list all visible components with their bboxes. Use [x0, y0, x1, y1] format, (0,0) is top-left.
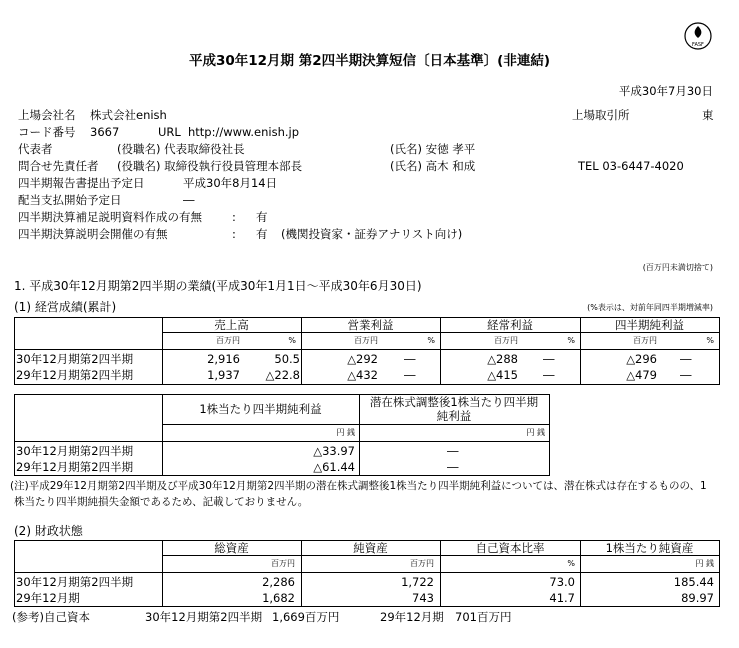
total-assets-value: 2,286 — [262, 575, 295, 589]
report-submission-label: 四半期報告書提出予定日 — [18, 176, 145, 190]
reference-period1-value: 1,669百万円 — [272, 610, 340, 624]
contact-role: (役職名) 取締役執行役員管理本部長 — [117, 159, 303, 173]
eps-value: △33.97 — [313, 444, 355, 458]
equity-ratio-value: 41.7 — [549, 591, 575, 605]
contact-tel: TEL 03-6447-4020 — [578, 159, 684, 173]
ordinary-pct: ― — [543, 352, 555, 366]
code-label: コード番号 — [18, 125, 76, 139]
reference-period2-label: 29年12月期 — [380, 610, 444, 624]
diluted-eps-value: ― — [447, 444, 459, 458]
footnote-line1: (注)平成29年12月期第2四半期及び平成30年12月期第2四半期の潜在株式調整後1株当たり四半期純利益については、潜在株式は存在するものの、1 — [10, 480, 707, 492]
net-assets-value: 743 — [412, 591, 434, 605]
unit-million: 百万円 — [216, 336, 240, 345]
report-submission-value: 平成30年8月14日 — [183, 176, 278, 190]
header-ordinary-income: 経常利益 — [487, 318, 533, 332]
row-label: 30年12月期第2四半期 — [16, 444, 134, 458]
unit-million: 百万円 — [633, 336, 657, 345]
header-equity-ratio: 自己資本比率 — [475, 541, 545, 555]
briefing-note: (機関投資家・証券アナリスト向け) — [281, 227, 463, 241]
footnote-line2: 株当たり四半期純損失金額であるため、記載しておりません。 — [14, 496, 309, 508]
reference-period2-value: 701百万円 — [455, 610, 512, 624]
section2-heading: (2) 財政状態 — [14, 524, 83, 538]
row-label: 29年12月期第2四半期 — [16, 460, 134, 474]
row-label: 29年12月期 — [16, 591, 80, 605]
diluted-eps-unit: 円 銭 — [526, 428, 545, 437]
operating-pct: ― — [404, 352, 416, 366]
net-pct: ― — [680, 368, 692, 382]
ordinary-value: △288 — [487, 352, 518, 366]
row-label: 30年12月期第2四半期 — [16, 575, 134, 589]
operating-pct: ― — [404, 368, 416, 382]
sales-value: 1,937 — [207, 368, 240, 382]
section1-subheading: (1) 経営成績(累計) — [14, 300, 117, 314]
bps-value: 185.44 — [673, 575, 714, 589]
sales-pct: △22.8 — [265, 368, 300, 382]
briefing-value: 有 — [256, 227, 268, 241]
supplementary-material-label: 四半期決算補足説明資料作成の有無 — [18, 210, 202, 224]
briefing-colon: : — [232, 227, 236, 241]
representative-label: 代表者 — [18, 142, 53, 156]
supplementary-material-value: 有 — [256, 210, 268, 224]
unit-yen: 円 銭 — [695, 559, 714, 568]
unit-million: 百万円 — [410, 559, 434, 568]
representative-name: (氏名) 安徳 孝平 — [390, 142, 476, 156]
unit-pct: % — [288, 336, 296, 345]
header-diluted-eps-line2: 純利益 — [436, 409, 472, 423]
net-value: △479 — [626, 368, 657, 382]
exchange-label: 上場取引所 — [572, 108, 630, 122]
exchange-value: 東 — [702, 108, 714, 122]
listed-company-value: 株式会社enish — [90, 108, 167, 122]
fasf-logo — [684, 22, 712, 50]
listed-company-label: 上場会社名 — [18, 108, 76, 122]
reference-label: (参考)自己資本 — [12, 610, 90, 624]
contact-name: (氏名) 高木 和成 — [390, 159, 476, 173]
unit-million: 百万円 — [354, 336, 378, 345]
net-assets-value: 1,722 — [401, 575, 434, 589]
net-pct: ― — [680, 352, 692, 366]
header-net-income: 四半期純利益 — [615, 318, 684, 332]
operating-value: △292 — [347, 352, 378, 366]
header-operating-income: 営業利益 — [347, 318, 394, 332]
reference-period1-label: 30年12月期第2四半期 — [145, 610, 263, 624]
eps-value: △61.44 — [313, 460, 355, 474]
row-label: 29年12月期第2四半期 — [16, 368, 134, 382]
report-date: 平成30年7月30日 — [618, 84, 713, 98]
pct-note: (%表示は、対前年同四半期増減率) — [587, 303, 713, 312]
units-note: (百万円未満切捨て) — [642, 263, 713, 272]
eps-unit: 円 銭 — [336, 428, 355, 437]
sales-pct: 50.5 — [274, 352, 300, 366]
code-value: 3667 — [90, 125, 120, 139]
unit-million: 百万円 — [494, 336, 518, 345]
section1-heading: 1. 平成30年12月期第2四半期の業績(平成30年1月1日～平成30年6月30日) — [14, 279, 422, 293]
header-total-assets: 総資産 — [214, 541, 249, 555]
dividend-start-value: ― — [183, 193, 195, 207]
briefing-label: 四半期決算説明会開催の有無 — [18, 227, 168, 241]
url-label: URL — [158, 125, 181, 139]
equity-ratio-value: 73.0 — [549, 575, 575, 589]
unit-pct: % — [567, 559, 575, 568]
header-sales: 売上高 — [214, 318, 249, 332]
url-value[interactable]: http://www.enish.jp — [188, 125, 300, 139]
total-assets-value: 1,682 — [262, 591, 295, 605]
representative-role: (役職名) 代表取締役社長 — [117, 142, 245, 156]
row-label: 30年12月期第2四半期 — [16, 352, 134, 366]
fasf-logo-text: FASF — [692, 42, 704, 48]
dividend-start-label: 配当支払開始予定日 — [18, 193, 122, 207]
header-eps: 1株当たり四半期純利益 — [199, 402, 322, 416]
sales-value: 2,916 — [207, 352, 240, 366]
leaf-icon — [695, 26, 702, 38]
bps-value: 89.97 — [681, 591, 714, 605]
header-bps: 1株当たり純資産 — [605, 541, 694, 555]
header-net-assets: 純資産 — [353, 541, 388, 555]
unit-pct: % — [706, 336, 714, 345]
page-title: 平成30年12月期 第2四半期決算短信〔日本基準〕(非連結) — [188, 53, 550, 69]
ordinary-value: △415 — [487, 368, 518, 382]
header-diluted-eps-line1: 潜在株式調整後1株当たり四半期 — [369, 395, 539, 409]
unit-pct: % — [567, 336, 575, 345]
contact-label: 問合せ先責任者 — [18, 159, 99, 173]
supplementary-material-colon: : — [232, 210, 236, 224]
diluted-eps-value: ― — [447, 460, 459, 474]
unit-million: 百万円 — [271, 559, 295, 568]
net-value: △296 — [626, 352, 657, 366]
operating-value: △432 — [347, 368, 378, 382]
unit-pct: % — [427, 336, 435, 345]
ordinary-pct: ― — [543, 368, 555, 382]
